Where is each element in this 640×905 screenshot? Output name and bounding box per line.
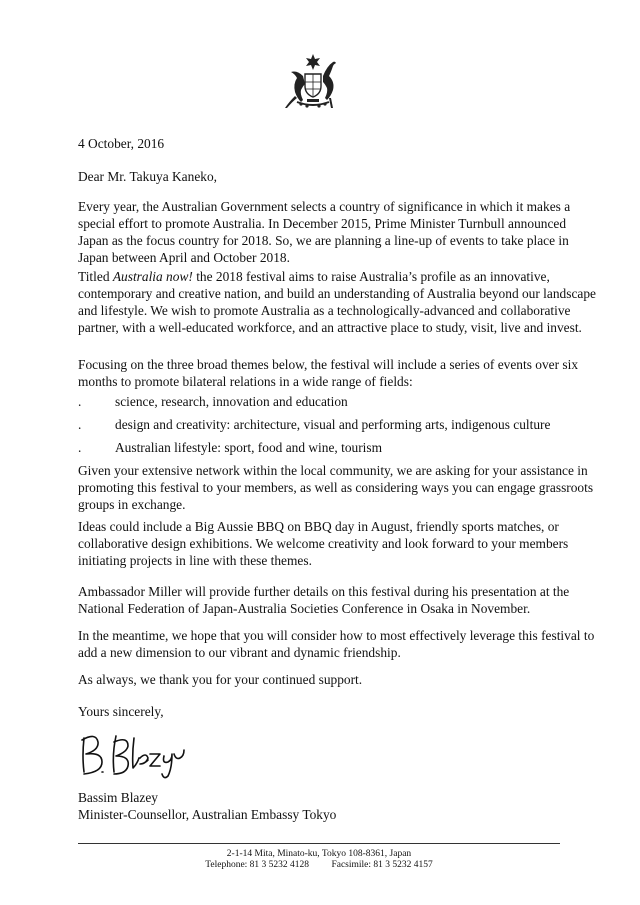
paragraph-meantime: In the meantime, we hope that you will consider how to most effectively leverage this festival to add a new dimension to our vibrant and dynamic friendship. (78, 628, 595, 660)
paragraph-festival-lead: Titled (78, 269, 113, 284)
signer-name: Bassim Blazey (78, 790, 158, 805)
footer-telephone: Telephone: 81 3 5232 4128 (205, 860, 310, 870)
festival-title: Australia now! (112, 269, 193, 284)
coat-of-arms-crest (283, 52, 343, 110)
signer-title: Minister-Counsellor, Australian Embassy Tokyo (78, 807, 337, 822)
paragraph-festival-aims (78, 268, 598, 336)
closing: Yours sincerely, (78, 704, 164, 719)
bullet-marker: . (78, 394, 82, 409)
handwritten-signature (76, 728, 186, 783)
list-item-text: science, research, innovation and education (115, 394, 348, 409)
paragraph-thanks: As always, we thank you for your continued support. (78, 672, 363, 687)
paragraph-ideas: Ideas could include a Big Aussie BBQ on BBQ day in August, friendly sports matches, or collaborative design exhibitions. We welcome creativity and look forward to your members initiating projects in line with these themes. (78, 519, 569, 568)
footer-divider (78, 843, 560, 844)
paragraph-ambassador: Ambassador Miller will provide further details on this festival during his presentation at the National Federation of Japan-Australia Societies Conference in Osaka in November. (78, 584, 570, 616)
list-item (78, 393, 598, 416)
list-item (78, 416, 598, 439)
list-item-text: design and creativity: architecture, visual and performing arts, indigenous culture (115, 417, 551, 432)
paragraph-festival-rest: the 2018 festival aims to raise Australia’s profile as an innovative, contemporary and creative nation, and build an understanding of Australia beyond our landscape and lifestyle. We wish to promote Australia as a technologically-advanced and collaborative partner, with a well-educated workforce, and an attractive place to study, visit, live and invest. (78, 269, 596, 335)
list-item-text: Australian lifestyle: sport, food and wine, tourism (115, 440, 383, 455)
footer (78, 849, 560, 871)
bullet-marker: . (78, 440, 82, 455)
footer-contact (78, 860, 560, 871)
paragraph-themes: Focusing on the three broad themes below, the festival will include a series of events over six months to promote bilateral relations in a wide range of fields: (78, 357, 579, 389)
salutation: Dear Mr. Takuya Kaneko, (78, 169, 217, 184)
themes-list (78, 393, 598, 462)
letter-date: 4 October, 2016 (78, 136, 165, 151)
footer-address: 2-1-14 Mita, Minato-ku, Tokyo 108-8361, Japan (226, 849, 412, 859)
paragraph-assistance: Given your extensive network within the local community, we are asking for your assistance in promoting this festival to your members, as well as considering ways you can engage grassroots groups in exchange. (78, 463, 594, 512)
paragraph-intro: Every year, the Australian Government selects a country of significance in which it makes a special effort to promote Australia. In December 2015, Prime Minister Turnbull announced Japan as the focus country for 2018. So, we are planning a line-up of events to take place in Japan between April and October 2018. (78, 199, 571, 265)
footer-facsimile: Facsimile: 81 3 5232 4157 (331, 860, 433, 870)
bullet-marker: . (78, 417, 82, 432)
list-item (78, 439, 598, 462)
